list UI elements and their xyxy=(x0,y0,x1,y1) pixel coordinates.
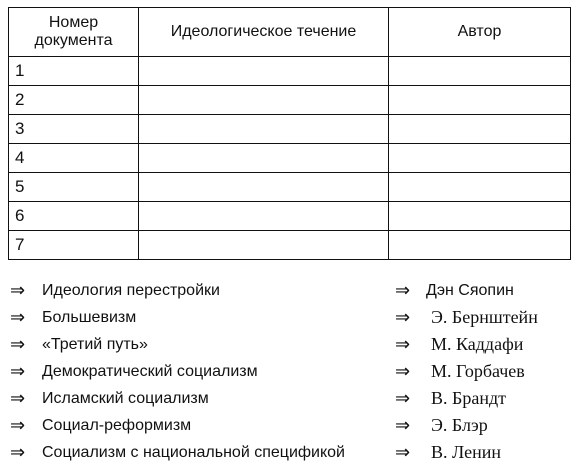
author-cell[interactable] xyxy=(389,173,571,202)
implies-arrow-icon: ⇒ xyxy=(395,307,411,328)
implies-arrow-icon: ⇒ xyxy=(395,388,411,409)
implies-arrow-icon: ⇒ xyxy=(395,361,411,382)
author-cell[interactable] xyxy=(389,57,571,86)
author-option: Э. Бернштейн xyxy=(431,307,538,327)
row-number: 6 xyxy=(9,202,139,231)
table-row xyxy=(9,115,571,144)
author-option: В. Ленин xyxy=(431,442,501,462)
author-option: В. Брандт xyxy=(431,388,506,408)
table-row xyxy=(9,231,571,260)
trend-cell[interactable] xyxy=(139,173,389,202)
author-cell[interactable] xyxy=(389,144,571,173)
trend-option: Идеология перестройки xyxy=(42,282,220,299)
header-document-number xyxy=(9,8,139,57)
matching-table xyxy=(8,7,571,260)
implies-arrow-icon: ⇒ xyxy=(395,334,411,355)
trend-option: Исламский социализм xyxy=(42,390,209,407)
implies-arrow-icon: ⇒ xyxy=(395,280,411,301)
implies-arrow-icon: ⇒ xyxy=(10,334,26,355)
trend-cell[interactable] xyxy=(139,57,389,86)
options-list xyxy=(10,277,580,466)
list-item xyxy=(10,358,580,385)
implies-arrow-icon: ⇒ xyxy=(10,388,26,409)
author-option: Дэн Сяопин xyxy=(426,282,514,299)
row-number: 1 xyxy=(9,57,139,86)
implies-arrow-icon: ⇒ xyxy=(395,415,411,436)
header-document-number-line2: документа xyxy=(34,32,113,49)
implies-arrow-icon: ⇒ xyxy=(10,280,26,301)
author-cell[interactable] xyxy=(389,231,571,260)
list-item xyxy=(10,304,580,331)
trend-cell[interactable] xyxy=(139,144,389,173)
implies-arrow-icon: ⇒ xyxy=(10,415,26,436)
implies-arrow-icon: ⇒ xyxy=(10,361,26,382)
table-row xyxy=(9,202,571,231)
trend-option: Большевизм xyxy=(42,309,137,326)
author-cell[interactable] xyxy=(389,202,571,231)
trend-cell[interactable] xyxy=(139,115,389,144)
trend-cell[interactable] xyxy=(139,202,389,231)
author-cell[interactable] xyxy=(389,115,571,144)
trend-option: Социал-реформизм xyxy=(42,417,192,434)
implies-arrow-icon: ⇒ xyxy=(395,442,411,463)
header-ideological-trend: Идеологическое течение xyxy=(139,8,389,57)
trend-cell[interactable] xyxy=(139,86,389,115)
trend-option: Социализм с национальной спецификой xyxy=(42,444,345,461)
row-number: 3 xyxy=(9,115,139,144)
table-row xyxy=(9,57,571,86)
author-option: М. Горбачев xyxy=(431,361,525,381)
row-number: 5 xyxy=(9,173,139,202)
row-number: 4 xyxy=(9,144,139,173)
header-author: Автор xyxy=(389,8,571,57)
author-option: Э. Блэр xyxy=(431,415,488,435)
header-document-number-line1: Номер xyxy=(48,14,99,31)
implies-arrow-icon: ⇒ xyxy=(10,307,26,328)
list-item xyxy=(10,412,580,439)
trend-cell[interactable] xyxy=(139,231,389,260)
list-item xyxy=(10,385,580,412)
trend-option: «Третий путь» xyxy=(42,336,148,353)
author-cell[interactable] xyxy=(389,86,571,115)
row-number: 7 xyxy=(9,231,139,260)
trend-option: Демократический социализм xyxy=(42,363,258,380)
list-item xyxy=(10,331,580,358)
row-number: 2 xyxy=(9,86,139,115)
table-row xyxy=(9,173,571,202)
table-header-row xyxy=(9,8,571,57)
table-row xyxy=(9,144,571,173)
list-item xyxy=(10,277,580,304)
list-item xyxy=(10,439,580,466)
author-option: М. Каддафи xyxy=(431,334,524,354)
implies-arrow-icon: ⇒ xyxy=(10,442,26,463)
table-row xyxy=(9,86,571,115)
